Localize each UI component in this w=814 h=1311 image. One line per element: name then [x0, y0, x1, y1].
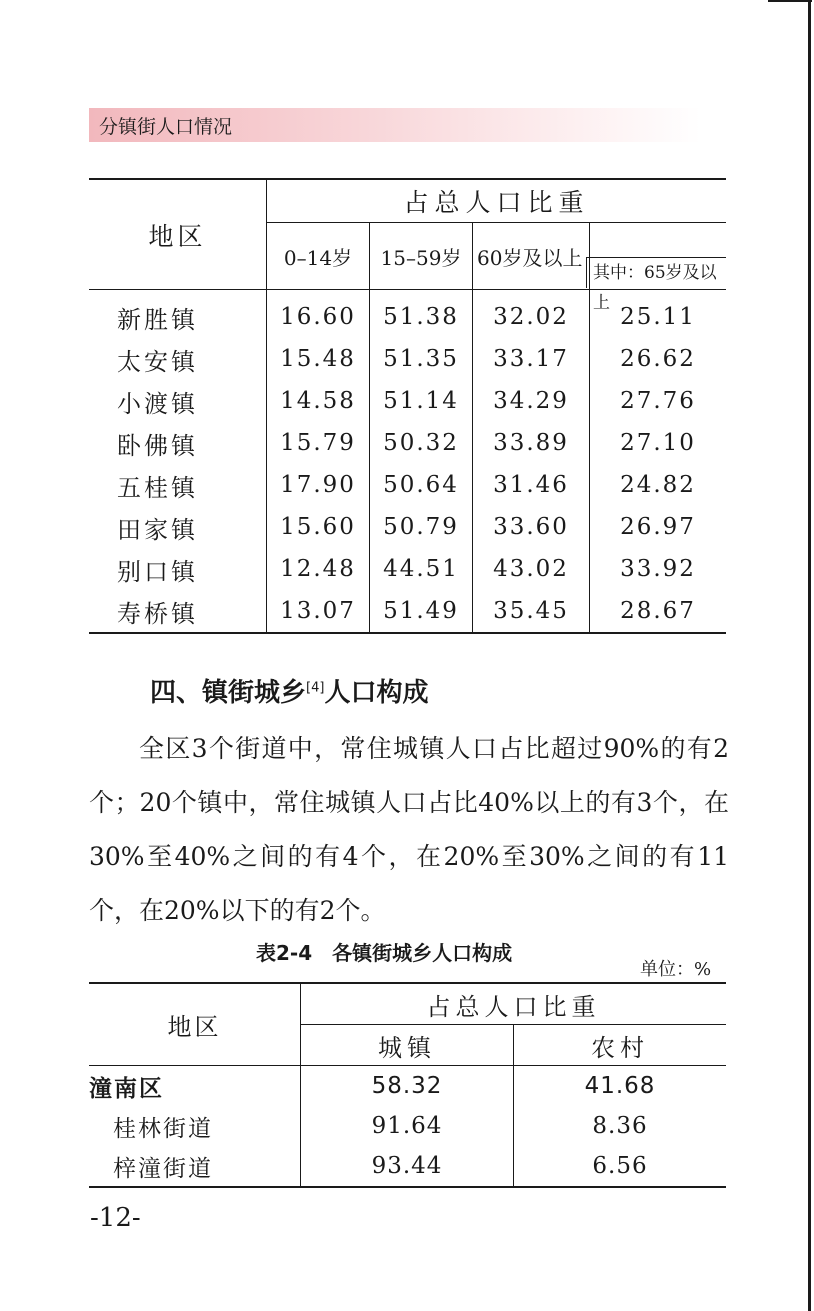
region-name: 太安镇	[89, 338, 267, 380]
page-number: -12-	[90, 1203, 141, 1233]
group-header: 占总人口比重	[301, 983, 727, 1025]
cell-value: 50.32	[370, 422, 473, 464]
cell-value: 15.60	[267, 506, 370, 548]
table-caption: 表2-4 各镇街城乡人口构成	[256, 941, 513, 965]
cell-value: 8.36	[592, 1113, 648, 1139]
section-banner	[89, 108, 701, 142]
table-row	[89, 1106, 726, 1146]
cell-value: 26.62	[620, 346, 696, 372]
col-header-65-plus: 其中：65岁及以上	[586, 257, 726, 288]
cell-value: 33.60	[473, 506, 590, 548]
region-name: 桂林街道	[89, 1106, 301, 1146]
table-row	[89, 1146, 726, 1187]
footnote-ref[interactable]: [4]	[306, 680, 325, 696]
cell-value: 17.90	[267, 464, 370, 506]
region-name: 新胜镇	[89, 290, 267, 339]
cell-value: 26.97	[620, 514, 696, 540]
col-header-65-plus-cell	[590, 223, 727, 313]
table-row	[89, 338, 726, 380]
table-row	[89, 590, 726, 633]
cell-value: 12.48	[267, 548, 370, 590]
cell-value: 34.29	[473, 380, 590, 422]
table-row	[89, 464, 726, 506]
cell-value: 50.79	[370, 506, 473, 548]
table-row	[89, 548, 726, 590]
col-header-urban: 城镇	[301, 1025, 514, 1066]
col-header-0-14: 0–14岁	[267, 223, 370, 290]
cell-value: 33.92	[620, 556, 696, 582]
table-row	[89, 422, 726, 464]
cell-value: 27.76	[620, 388, 696, 414]
cell-value: 51.38	[370, 290, 473, 339]
region-name: 田家镇	[89, 506, 267, 548]
cell-value: 14.58	[267, 380, 370, 422]
cell-value: 43.02	[473, 548, 590, 590]
cell-value: 58.32	[301, 1066, 514, 1107]
table-row	[89, 380, 726, 422]
cell-value: 6.56	[592, 1153, 648, 1179]
age-structure-table	[89, 178, 726, 634]
region-name: 小渡镇	[89, 380, 267, 422]
table-row	[89, 506, 726, 548]
body-paragraph	[89, 722, 729, 938]
cell-value: 16.60	[267, 290, 370, 339]
region-name: 五桂镇	[89, 464, 267, 506]
cell-value: 33.89	[473, 422, 590, 464]
cell-value: 50.64	[370, 464, 473, 506]
col-header-15-59: 15–59岁	[370, 223, 473, 290]
cell-value: 93.44	[301, 1146, 514, 1187]
cell-value: 51.49	[370, 590, 473, 633]
cell-value: 51.14	[370, 380, 473, 422]
cell-value: 13.07	[267, 590, 370, 633]
col-header-60-plus: 60岁及以上	[473, 223, 590, 290]
cell-value: 15.79	[267, 422, 370, 464]
region-header: 地区	[89, 983, 301, 1066]
region-name: 梓潼街道	[89, 1146, 301, 1187]
section-heading-text: 四、镇街城乡	[150, 678, 307, 708]
section-heading	[150, 672, 428, 709]
region-name: 潼南区	[89, 1066, 301, 1107]
table-row	[89, 1066, 726, 1107]
cell-value: 25.11	[620, 304, 696, 330]
cell-value: 44.51	[370, 548, 473, 590]
cell-value: 33.17	[473, 338, 590, 380]
region-name: 别口镇	[89, 548, 267, 590]
cell-value: 41.68	[584, 1073, 656, 1099]
page-edge-top	[768, 0, 812, 2]
paragraph-text: 全区3个街道中，常住城镇人口占比超过90%的有2个；20个镇中，常住城镇人口占比40%以上的有3个，在30%至40%之间的有4个，在20%至30%之间的有11个，在20%以下的有2个。	[89, 734, 729, 925]
region-name: 寿桥镇	[89, 590, 267, 633]
cell-value: 51.35	[370, 338, 473, 380]
cell-value: 28.67	[620, 598, 696, 624]
urban-rural-table	[89, 982, 726, 1188]
page-edge-right	[808, 0, 811, 1311]
region-header: 地区	[89, 179, 267, 290]
banner-title: 分镇街人口情况	[99, 116, 233, 138]
cell-value: 91.64	[301, 1106, 514, 1146]
group-header: 占总人口比重	[267, 179, 727, 223]
table-unit: 单位：%	[640, 959, 712, 980]
region-name: 卧佛镇	[89, 422, 267, 464]
cell-value: 35.45	[473, 590, 590, 633]
cell-value: 15.48	[267, 338, 370, 380]
cell-value: 27.10	[620, 430, 696, 456]
cell-value: 32.02	[473, 290, 590, 339]
cell-value: 31.46	[473, 464, 590, 506]
cell-value: 24.82	[620, 472, 696, 498]
col-header-rural: 农村	[514, 1025, 727, 1066]
section-heading-tail: 人口构成	[324, 678, 429, 708]
table-row	[89, 290, 726, 339]
